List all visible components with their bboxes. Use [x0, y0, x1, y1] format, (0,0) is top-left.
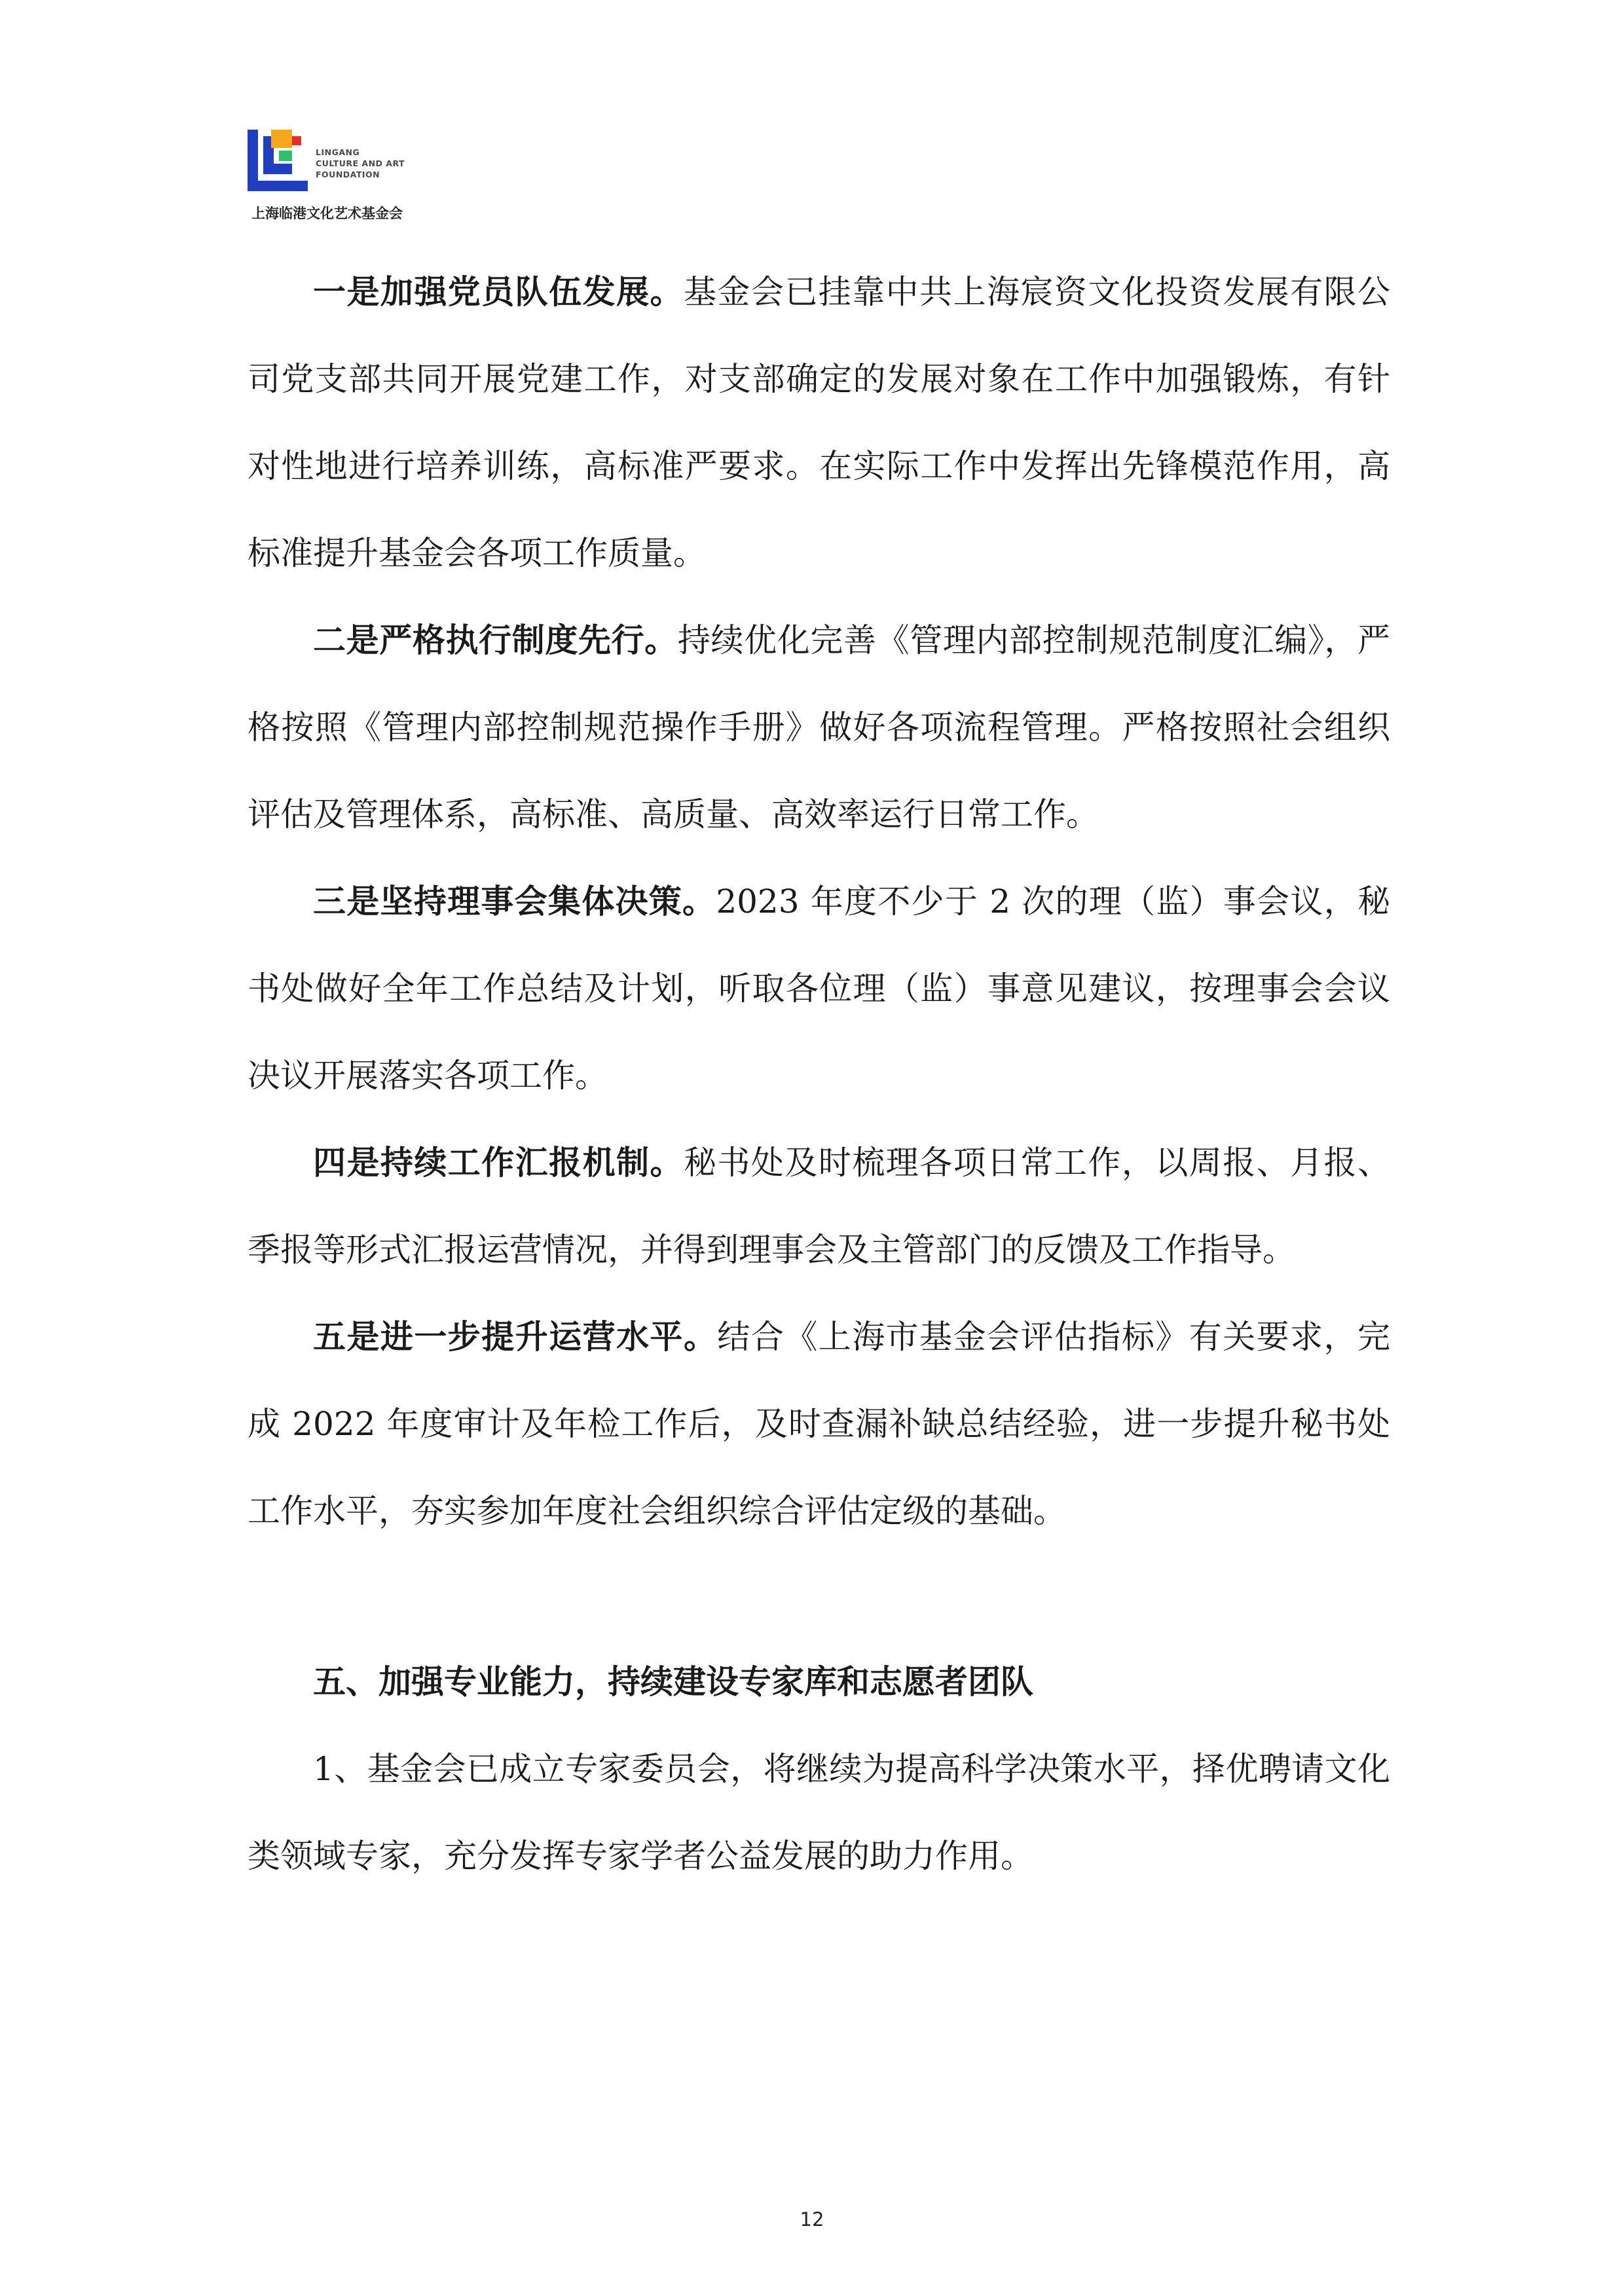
paragraph-text: 秘书处及时梳理各项日常工作，以周报、月报、季报等形式汇报运营情况，并得到理事会及主管部门的反馈及工作指导。: [248, 1144, 1391, 1269]
document-body: [248, 249, 1390, 1900]
paragraph-lead: 一是加强党员队伍发展。: [313, 273, 684, 311]
paragraph: [248, 1120, 1390, 1294]
logo-english-name: [316, 147, 405, 180]
paragraph-text: 持续优化完善《管理内部控制规范制度汇编》，严格按照《管理内部控制规范操作手册》做好各项流程管理。严格按照社会组织评估及管理体系，高标准、高质量、高效率运行日常工作。: [248, 621, 1390, 833]
paragraph-lead: 四是持续工作汇报机制。: [313, 1144, 684, 1182]
section-paragraph: 1、基金会已成立专家委员会，将继续为提高科学决策水平，择优聘请文化类领域专家，充分发挥专家学者公益发展的助力作用。: [248, 1750, 1390, 1875]
logo-chinese-name: 上海临港文化艺术基金会: [251, 206, 403, 221]
paragraph: [248, 597, 1390, 858]
logo-en-line: LINGANG: [316, 147, 360, 157]
paragraph-lead: 三是坚持理事会集体决策。: [313, 883, 716, 920]
page-number: 12: [800, 2208, 824, 2231]
paragraph-lead: 五是进一步提升运营水平。: [313, 1318, 718, 1356]
paragraph-text: 基金会已挂靠中共上海宸资文化投资发展有限公司党支部共同开展党建工作，对支部确定的发展对象在工作中加强锻炼，有针对性地进行培养训练，高标准严要求。在实际工作中发挥出先锋模范作用，高标准提升基金会各项工作质量。: [248, 273, 1391, 572]
logo-en-line: FOUNDATION: [316, 170, 380, 179]
paragraph-lead: 二是严格执行制度先行。: [313, 621, 678, 659]
lingang-logo-icon: [248, 130, 313, 202]
paragraph: [248, 858, 1390, 1120]
section-heading: 五、加强专业能力，持续建设专家库和志愿者团队: [313, 1663, 1033, 1701]
paragraph: [248, 1294, 1390, 1555]
foundation-logo: [248, 130, 444, 228]
paragraph: [248, 249, 1390, 597]
logo-en-line: CULTURE AND ART: [316, 158, 405, 168]
paragraph-text: 结合《上海市基金会评估指标》有关要求，完成 2022 年度审计及年检工作后，及时查漏补缺总结经验，进一步提升秘书处工作水平，夯实参加年度社会组织综合评估定级的基础。: [248, 1318, 1391, 1530]
paragraph-text: 2023 年度不少于 2 次的理（监）事会议，秘书处做好全年工作总结及计划，听取各位理（监）事意见建议，按理事会会议决议开展落实各项工作。: [248, 883, 1391, 1095]
